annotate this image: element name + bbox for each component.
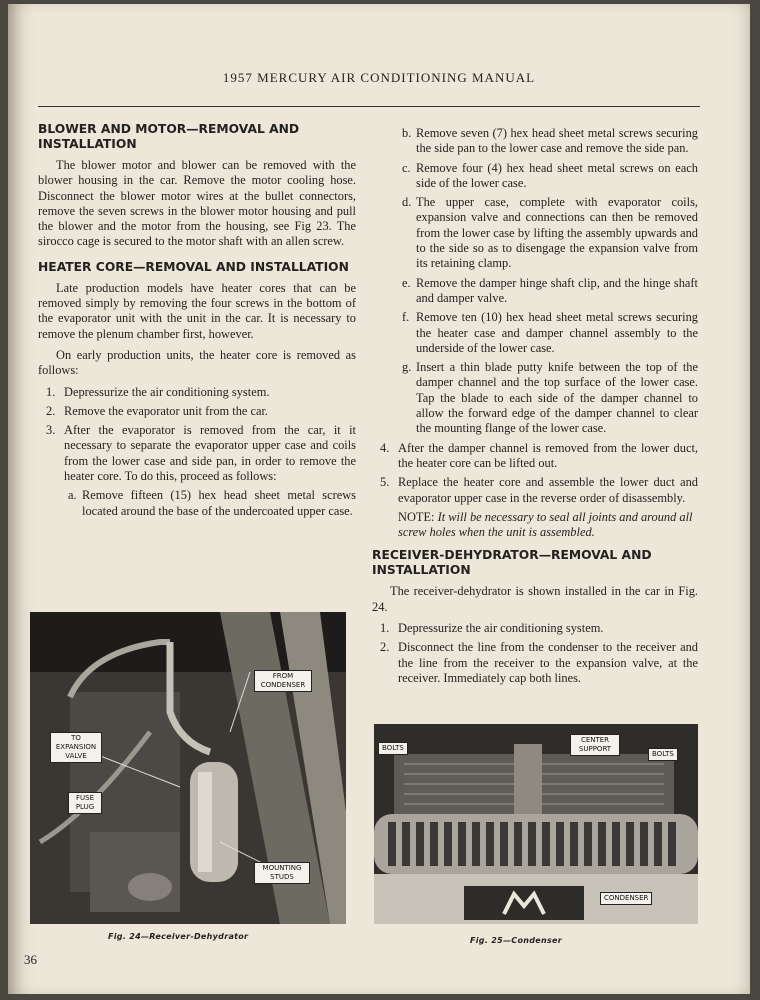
paragraph-late-production: Late production models have heater cores that can be removed simply by removing the four screws in the bottom of the evaporator unit with the unit in the car. It is necessary to remove the plenum chamber first, however.	[38, 280, 356, 341]
callout-fuse-plug: FUSE PLUG	[68, 792, 102, 814]
list-item: a. Remove fifteen (15) hex head sheet metal screws located around the base of the undercoated upper case.	[68, 488, 356, 518]
list-item: f. Remove ten (10) hex head sheet metal screws securing the heater case and damper channel assembly to the underside of the lower case.	[402, 310, 698, 355]
callout-condenser: CONDENSER	[600, 892, 652, 905]
callout-bolts-right: BOLTS	[648, 748, 678, 761]
callout-bolts-left: BOLTS	[378, 742, 408, 755]
note	[372, 510, 698, 541]
list-item: 2. Remove the evaporator unit from the car.	[46, 403, 269, 418]
section-heading-receiver: RECEIVER-DEHYDRATOR—REMOVAL AND INSTALLATION	[372, 548, 652, 578]
list-item: 2. Disconnect the line from the condenser to the receiver and the line from the receiver to the expansion valve, at the receiver. Immediately cap both lines.	[380, 640, 698, 685]
caption-fig-24: Fig. 24—Receiver-Dehydrator	[108, 932, 249, 941]
callout-to-expansion-valve: TO EXPANSION VALVE	[50, 732, 102, 763]
list-item: 4. After the damper channel is removed from the lower duct, the heater core can be lifted out.	[380, 440, 698, 470]
section-heading-heater-core: HEATER CORE—REMOVAL AND INSTALLATION	[38, 259, 349, 274]
header-rule	[38, 106, 700, 107]
paragraph-blower: The blower motor and blower can be removed with the blower housing in the car. Remove the motor cooling hose. Disconnect the blower motor wires at the bullet connectors, remove the seven screws in the blower motor housing and pull the blower and the motor from the housing, see Fig 23. The sirocco cage is secured to the motor shaft with an allen screw.	[38, 158, 356, 249]
manual-page	[8, 4, 750, 994]
list-item: 3. After the evaporator is removed from the car, it it necessary to separate the evaporator upper case and coils from the lower case and side pan, in order to remove the heater core. To do this, proceed as follows:	[46, 423, 356, 484]
list-item: c. Remove four (4) hex head sheet metal screws on each side of the lower case.	[402, 160, 698, 190]
callout-mounting-studs: MOUNTING STUDS	[254, 862, 310, 884]
right-column	[372, 122, 698, 690]
paragraph-receiver: The receiver-dehydrator is shown installed in the car in Fig. 24.	[372, 584, 698, 614]
heater-substeps-list	[38, 488, 356, 519]
paragraph-early-production: On early production units, the heater core is removed as follows:	[38, 347, 356, 378]
page-number: 36	[24, 952, 37, 967]
page-header: 1957 MERCURY AIR CONDITIONING MANUAL	[222, 70, 536, 85]
list-item: 1. Depressurize the air conditioning system.	[46, 384, 270, 399]
section-heading-blower: BLOWER AND MOTOR—REMOVAL AND INSTALLATION	[38, 122, 300, 151]
figure-receiver-dehydrator	[30, 612, 346, 924]
heater-steps-continued	[372, 441, 698, 506]
receiver-steps-list	[372, 621, 698, 686]
note-label: NOTE:	[398, 509, 435, 524]
list-item: g. Insert a thin blade putty knife between the top of the damper channel and the top surface of the lower case. Tap the blade to each side of the damper channel to allow the forward edge of the damper channel to clear the mounting flange of the lower case.	[402, 360, 698, 436]
list-item: 1. Depressurize the air conditioning system.	[380, 621, 604, 636]
list-item: b. Remove seven (7) hex head sheet metal screws securing the side pan to the lower case and remove the side pan.	[402, 126, 698, 156]
note-text: It will be necessary to seal all joints and around all screw holes when the unit is assembled.	[398, 509, 693, 540]
heater-substeps-continued	[372, 126, 698, 437]
figure-condenser	[374, 724, 698, 924]
caption-fig-25: Fig. 25—Condenser	[470, 936, 563, 945]
list-item: d. The upper case, complete with evaporator coils, expansion valve and connections can then be removed from the lower case by lifting the assembly upwards and to the side so as to disengage the expansion valve from its retaining clamp.	[402, 195, 698, 271]
list-item: 5. Replace the heater core and assemble the lower duct and evaporator upper case in the reverse order of disassembly.	[380, 475, 698, 505]
left-column	[38, 122, 356, 523]
callout-center-support: CENTER SUPPORT	[570, 734, 620, 756]
heater-steps-list	[38, 385, 356, 485]
list-item: e. Remove the damper hinge shaft clip, and the hinge shaft and damper valve.	[402, 275, 698, 305]
callout-from-condenser: FROM CONDENSER	[254, 670, 312, 692]
